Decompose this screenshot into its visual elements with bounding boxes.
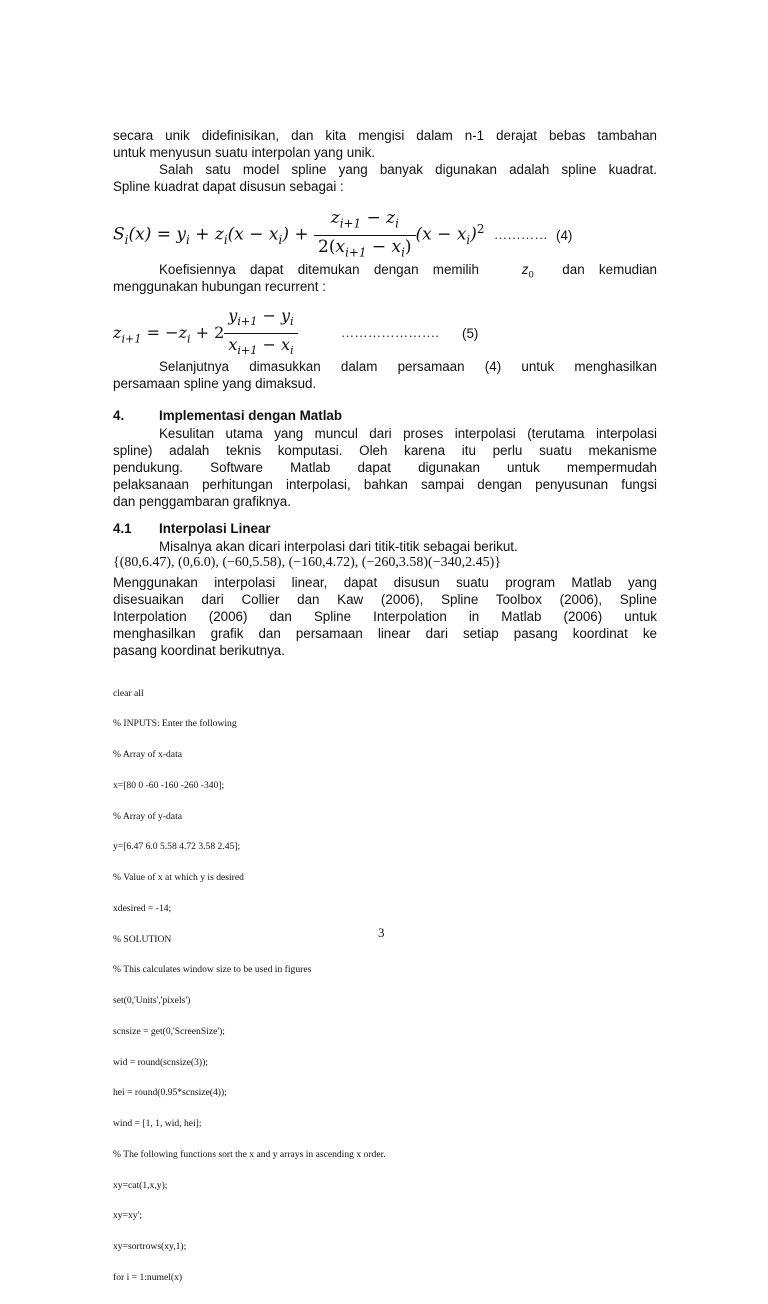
paragraph-line: secara unik didefinisikan, dan kita mengisi dalam n-1 derajat bebas tambahan bbox=[113, 128, 657, 143]
code-line: xy=xy'; bbox=[113, 1210, 142, 1222]
paragraph-line: pelaksanaan perhitungan interpolasi, bahkan sampai dengan penyusunan fungsi bbox=[113, 477, 657, 492]
code-line: % The following functions sort the x and y arrays in ascending x order. bbox=[113, 1148, 386, 1160]
code-line: for i = 1:numel(x) bbox=[113, 1271, 183, 1283]
code-listing bbox=[113, 668, 386, 1304]
section-number: 4. bbox=[113, 408, 125, 423]
paragraph-line: Misalnya akan dicari interpolasi dari titik-titik sebagai berikut. bbox=[159, 539, 518, 554]
code-line: y=[6.47 6.0 5.58 4.72 3.58 2.45]; bbox=[113, 841, 241, 853]
paragraph-line: Menggunakan interpolasi linear, dapat disusun suatu program Matlab yang bbox=[113, 575, 657, 590]
page-number: 3 bbox=[378, 925, 385, 940]
points-set: {(80,6.47), (0,6.0), (−60,5.58), (−160,4.72), (−260,3.58)(−340,2.45)} bbox=[113, 555, 501, 570]
section-title: Implementasi dengan Matlab bbox=[159, 408, 343, 423]
equation-4-leader-dots: ………… bbox=[494, 227, 548, 242]
code-line: wind = [1, 1, wid, hei]; bbox=[113, 1118, 202, 1129]
paragraph-line: Kesulitan utama yang muncul dari proses interpolasi (terutama interpolasi bbox=[159, 426, 657, 441]
paragraph-line: untuk menyusun suatu interpolan yang unik. bbox=[113, 145, 376, 160]
code-line: scnsize = get(0,'ScreenSize'); bbox=[113, 1025, 225, 1037]
code-line: xy=cat(1,x,y); bbox=[113, 1179, 168, 1191]
code-line: wid = round(scnsize(3)); bbox=[113, 1056, 208, 1068]
paragraph-line: Spline kuadrat dapat disusun sebagai : bbox=[113, 179, 344, 194]
code-line: % SOLUTION bbox=[113, 933, 172, 945]
equation-5-number: (5) bbox=[462, 326, 479, 341]
code-line: set(0,'Units','pixels') bbox=[113, 995, 191, 1006]
code-line: % This calculates window size to be used in figures bbox=[113, 964, 312, 976]
paragraph-line: dan penggambaran grafiknya. bbox=[113, 494, 291, 509]
paragraph-line: pasang koordinat berikutnya. bbox=[113, 643, 285, 658]
code-line: hei = round(0.95*scnsize(4)); bbox=[113, 1087, 227, 1099]
code-line: xy=sortrows(xy,1); bbox=[113, 1241, 187, 1252]
subsection-number: 4.1 bbox=[113, 521, 132, 536]
paragraph-line: Salah satu model spline yang banyak digunakan adalah spline kuadrat. bbox=[159, 162, 657, 177]
equation-5: $z_{i+1} = -z_i + 2$ $\frac{y_{i+1} - y_i}{x_{i+1} - x_i}$ bbox=[113, 305, 298, 362]
equation-4: $S_i(x) = y_i + z_i(x - x_i)$ + $\frac{z_{i+1} - z_i}{2(x_{i+1} - x_i)}$ $(x - x_i)^2$ bbox=[113, 208, 485, 260]
code-line: % Value of x at which y is desired bbox=[113, 872, 244, 883]
equation-4-number: (4) bbox=[556, 228, 573, 243]
code-line: xdesired = -14; bbox=[113, 902, 172, 914]
paragraph-line: Koefisiennya dapat ditemukan dengan memilih $z_0$ dan kemudian bbox=[159, 262, 657, 280]
paragraph-line: disesuaikan dari Collier dan Kaw (2006), Spline Toolbox (2006), Spline bbox=[113, 592, 657, 607]
code-line: clear all bbox=[113, 687, 144, 699]
paragraph-line: Interpolation (2006) dan Spline Interpolation in Matlab (2006) untuk bbox=[113, 609, 657, 624]
code-line: % INPUTS: Enter the following bbox=[113, 718, 237, 730]
paragraph-line: Selanjutnya dimasukkan dalam persamaan (4) untuk menghasilkan bbox=[159, 359, 657, 374]
code-line: x=[80 0 -60 -160 -260 -340]; bbox=[113, 779, 225, 791]
paragraph-line: persamaan spline yang dimaksud. bbox=[113, 376, 317, 391]
paragraph-line: pendukung. Software Matlab dapat digunakan untuk mempermudah bbox=[113, 460, 657, 475]
subsection-title: Interpolasi Linear bbox=[159, 521, 271, 536]
code-line: % Array of x-data bbox=[113, 749, 182, 760]
equation-5-leader-dots: …………………. bbox=[341, 325, 440, 340]
paragraph-line: menggunakan hubungan recurrent : bbox=[113, 279, 326, 294]
paragraph-line: spline) adalah teknis komputasi. Oleh karena itu perlu suatu mekanisme bbox=[113, 443, 657, 458]
code-line: % Array of y-data bbox=[113, 810, 182, 822]
paragraph-line: menghasilkan grafik dan persamaan linear dari setiap pasang koordinat ke bbox=[113, 626, 657, 641]
